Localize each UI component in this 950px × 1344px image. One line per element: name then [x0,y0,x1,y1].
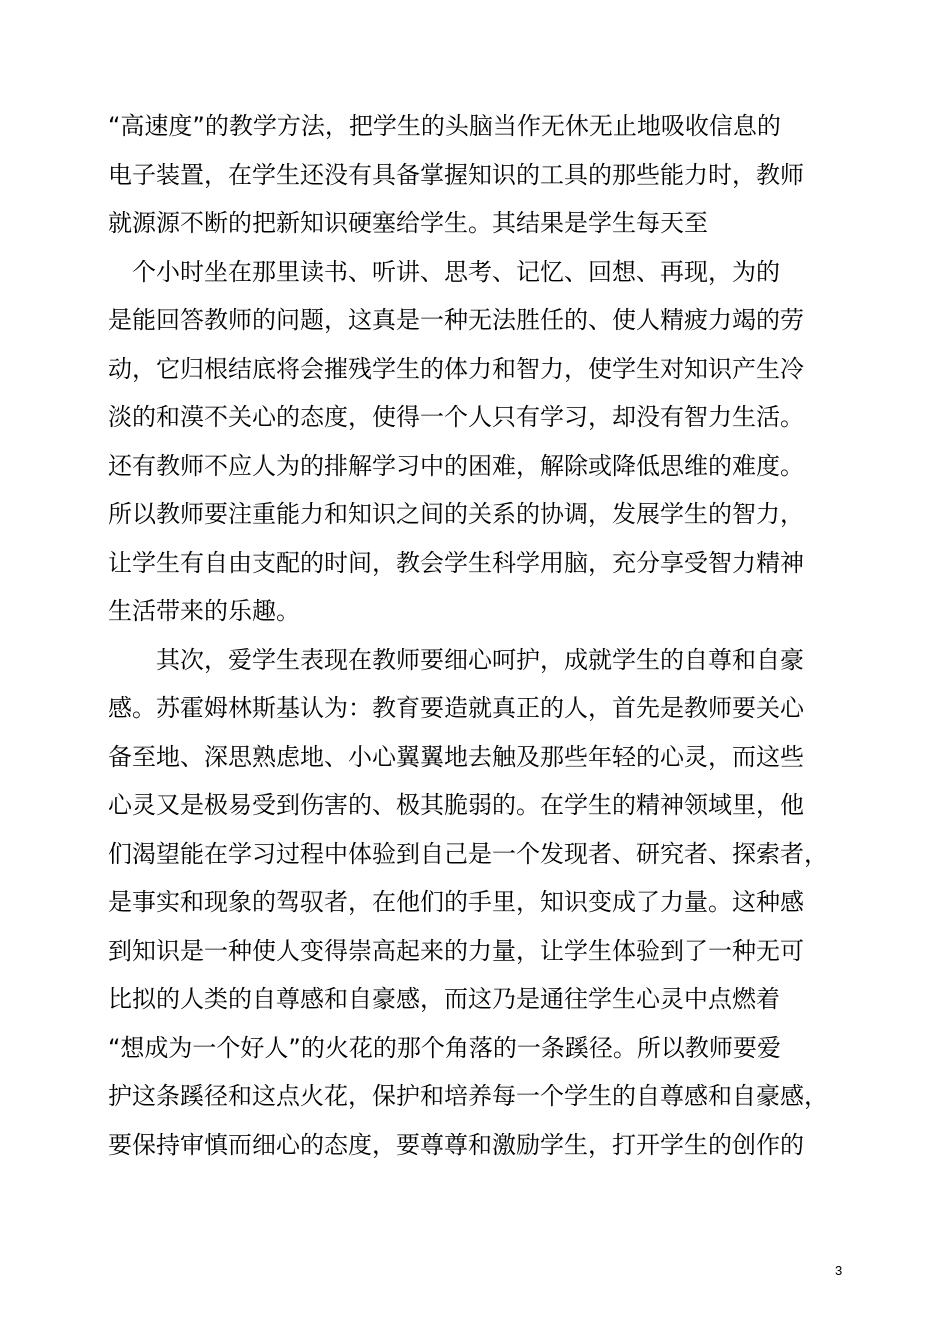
text-line: 就源源不断的把新知识硬塞给学生。其结果是学生每天至 [108,209,708,237]
text-line: 们渴望能在学习过程中体验到自己是一个发现者、研究者、探索者， [108,839,828,868]
text-line: 心灵又是极易受到伤害的、极其脆弱的。在学生的精神领域里，他 [108,791,804,819]
text-line: 是事实和现象的驾驭者，在他们的手里，知识变成了力量。这种感 [108,888,804,916]
text-line: 生活带来的乐趣。 [108,597,300,625]
text-line: 备至地、深思熟虑地、小心翼翼地去触及那些年轻的心灵，而这些 [108,742,804,771]
text-line: 让学生有自由支配的时间，教会学生科学用脑，充分享受智力精神 [108,548,804,577]
text-line: 护这条蹊径和这点火花，保护和培养每一个学生的自尊感和自豪感， [108,1082,828,1110]
text-line: 电子装置，在学生还没有具备掌握知识的工具的那些能力时，教师 [108,160,804,189]
text-line: 是能回答教师的问题，这真是一种无法胜任的、使人精疲力竭的劳 [108,306,804,334]
page-number: 3 [835,1263,843,1278]
text-line: “高速度”的教学方法，把学生的头脑当作无休无止地吸收信息的 [108,112,781,140]
text-line: 比拟的人类的自尊感和自豪感，而这乃是通往学生心灵中点燃着 [108,985,780,1013]
text-line: 个小时坐在那里读书、听讲、思考、记忆、回想、再现，为的 [108,257,780,286]
text-line: 感。苏霍姆林斯基认为：教育要造就真正的人，首先是教师要关心 [108,694,804,722]
body-text [108,102,858,1169]
text-line: 淡的和漠不关心的态度，使得一个人只有学习，却没有智力生活。 [108,403,804,431]
text-line: 要保持审慎而细心的态度，要尊尊和激励学生，打开学生的创作的 [108,1130,804,1159]
text-line: 其次，爱学生表现在教师要细心呵护，成就学生的自尊和自豪 [108,645,804,674]
text-line: 所以教师要注重能力和知识之间的关系的协调，发展学生的智力， [108,500,804,528]
text-line: 还有教师不应人为的排解学习中的困难，解除或降低思维的难度。 [108,451,804,480]
text-line: 到知识是一种使人变得崇高起来的力量，让学生体验到了一种无可 [108,936,804,965]
text-line: 动，它归根结底将会摧残学生的体力和智力，使学生对知识产生冷 [108,354,804,383]
text-line: “想成为一个好人”的火花的那个角落的一条蹊径。所以教师要爱 [108,1033,781,1062]
